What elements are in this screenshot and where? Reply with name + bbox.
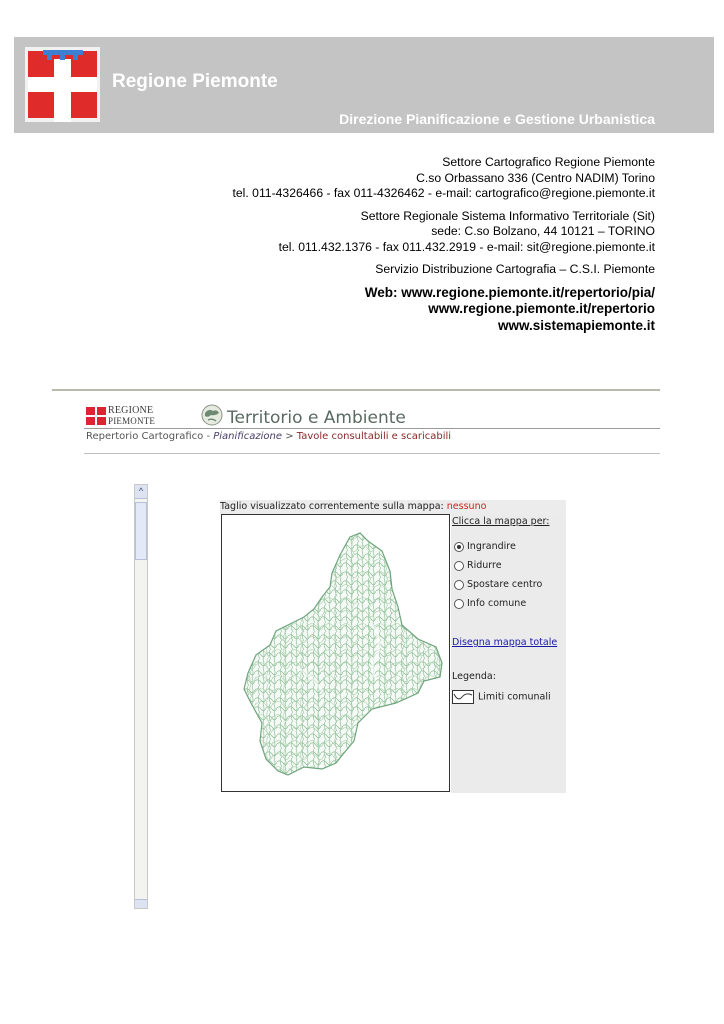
option-label: Ridurre — [467, 560, 502, 571]
web-link[interactable]: www.sistemapiemonte.it — [497, 317, 655, 333]
piemonte-municipal-boundaries[interactable] — [222, 515, 449, 791]
title-divider — [84, 428, 660, 429]
scroll-down-button[interactable] — [135, 899, 147, 908]
radio-icon[interactable] — [454, 561, 464, 571]
option-ingrandire[interactable] — [454, 541, 516, 553]
scroll-thumb[interactable] — [135, 502, 147, 560]
contact-sit — [95, 209, 655, 256]
legend-title: Legenda: — [452, 671, 496, 682]
small-logo-line1: REGIONE — [108, 405, 154, 416]
web-link[interactable]: www.regione.piemonte.it/repertorio — [428, 301, 655, 316]
contact-line: tel. 011-4326466 - fax 011-4326462 - e-mail: cartografico@regione.piemonte.it — [232, 186, 655, 200]
contact-csi: Servizio Distribuzione Cartografia – C.S.I. Piemonte — [375, 262, 655, 276]
breadcrumb-current: Tavole consultabili e scaricabili — [296, 431, 452, 442]
breadcrumb-root[interactable]: Repertorio Cartografico — [86, 431, 204, 442]
boundary-legend-icon — [452, 690, 474, 704]
web-links — [95, 285, 655, 335]
option-spostare-centro[interactable] — [454, 579, 542, 591]
legend-item-label: Limiti comunali — [478, 691, 551, 703]
vertical-scrollbar[interactable] — [134, 484, 148, 909]
regione-piemonte-logo — [25, 47, 100, 122]
map-status-label: Taglio visualizzato correntemente sulla mappa: — [220, 501, 444, 512]
contact-line: sede: C.so Bolzano, 44 10121 – TORINO — [431, 224, 655, 238]
draw-full-map-link[interactable]: Disegna mappa totale — [452, 637, 558, 648]
option-ridurre[interactable] — [454, 560, 502, 572]
radio-icon[interactable] — [454, 580, 464, 590]
small-logo-line2: PIEMONTE — [108, 416, 156, 426]
contact-line: Settore Cartografico Regione Piemonte — [442, 155, 655, 169]
legend-item — [452, 690, 551, 704]
piemonte-map[interactable] — [221, 514, 450, 792]
embedded-screenshot — [52, 391, 660, 911]
radio-icon[interactable] — [454, 599, 464, 609]
small-flag-icon — [86, 407, 106, 425]
contact-cartografico — [95, 155, 655, 202]
map-status-bar — [220, 500, 566, 514]
contact-line: tel. 011.432.1376 - fax 011.432.2919 - e-mail: sit@regione.piemonte.it — [278, 239, 655, 254]
option-label: Ingrandire — [467, 541, 516, 552]
scroll-up-button[interactable]: ^ — [135, 485, 147, 499]
organization-name: Regione Piemonte — [112, 71, 278, 92]
web-link[interactable]: Web: www.regione.piemonte.it/repertorio/pia/ — [364, 284, 655, 300]
breadcrumb-separator: - — [203, 431, 214, 442]
contact-block — [95, 155, 655, 334]
map-panel — [220, 500, 566, 793]
map-controls — [451, 514, 566, 793]
breadcrumb — [86, 431, 451, 442]
radio-selected-icon[interactable] — [454, 542, 464, 552]
option-label: Spostare centro — [467, 579, 543, 590]
globe-icon — [201, 404, 223, 426]
breadcrumb-separator: > — [282, 431, 297, 442]
map-status-value: nessuno — [446, 501, 487, 512]
click-caption: Clicca la mappa per: — [452, 516, 550, 527]
contact-line: Settore Regionale Sistema Informativo Territoriale (Sit) — [360, 208, 655, 223]
regione-small-logo — [86, 405, 156, 428]
breadcrumb-section[interactable]: Pianificazione — [213, 431, 283, 442]
option-label: Info comune — [467, 598, 527, 609]
option-info-comune[interactable] — [454, 598, 526, 610]
site-title: Territorio e Ambiente — [227, 408, 406, 428]
breadcrumb-divider — [84, 453, 660, 454]
department-name: Direzione Pianificazione e Gestione Urbanistica — [339, 111, 655, 127]
contact-line: C.so Orbassano 336 (Centro NADIM) Torino — [416, 170, 655, 185]
